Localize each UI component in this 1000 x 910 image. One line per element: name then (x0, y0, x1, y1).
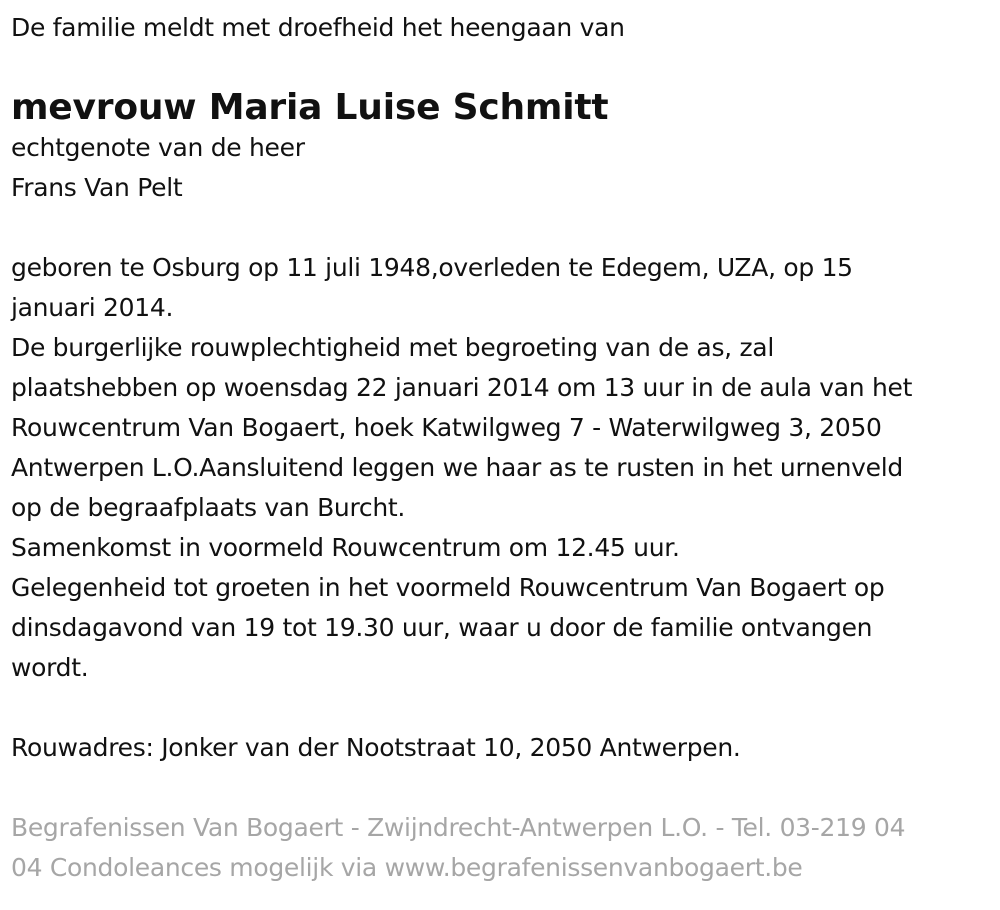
body-line: Gelegenheid tot groeten in het voormeld Rouwcentrum Van Bogaert op (11, 573, 885, 602)
body-line: Rouwcentrum Van Bogaert, hoek Katwilgweg 7 - Waterwilgweg 3, 2050 (11, 413, 882, 442)
relation-block (11, 128, 1000, 208)
body-line: dinsdagavond van 19 tot 19.30 uur, waar u door de familie ontvangen (11, 613, 873, 642)
body-line: Samenkomst in voormeld Rouwcentrum om 12.45 uur. (11, 533, 680, 562)
body-line: wordt. (11, 653, 89, 682)
body-line: Antwerpen L.O.Aansluitend leggen we haar as te rusten in het urnenveld (11, 453, 903, 482)
spacer (11, 768, 1000, 808)
footer-line: Begrafenissen Van Bogaert - Zwijndrecht-Antwerpen L.O. - Tel. 03-219 04 (11, 813, 906, 842)
relation-line: Frans Van Pelt (11, 173, 183, 202)
funeral-home-footer (11, 808, 1000, 888)
relation-line: echtgenote van de heer (11, 133, 305, 162)
intro-text: De familie meldt met droefheid het heengaan van (11, 13, 625, 42)
footer-line: 04 Condoleances mogelijk via www.begrafenissenvanbogaert.be (11, 853, 803, 882)
body-line: geboren te Osburg op 11 juli 1948,overleden te Edegem, UZA, op 15 (11, 253, 853, 282)
body-line: januari 2014. (11, 293, 174, 322)
spacer (11, 208, 1000, 248)
body-line: plaatshebben op woensdag 22 januari 2014 om 13 uur in de aula van het (11, 373, 913, 402)
deceased-name: mevrouw Maria Luise Schmitt (11, 87, 609, 128)
notice-body (11, 248, 1000, 688)
spacer (11, 688, 1000, 728)
mourning-address: Rouwadres: Jonker van der Nootstraat 10, 2050 Antwerpen. (11, 733, 741, 762)
body-line: De burgerlijke rouwplechtigheid met begroeting van de as, zal (11, 333, 774, 362)
body-line: op de begraafplaats van Burcht. (11, 493, 406, 522)
